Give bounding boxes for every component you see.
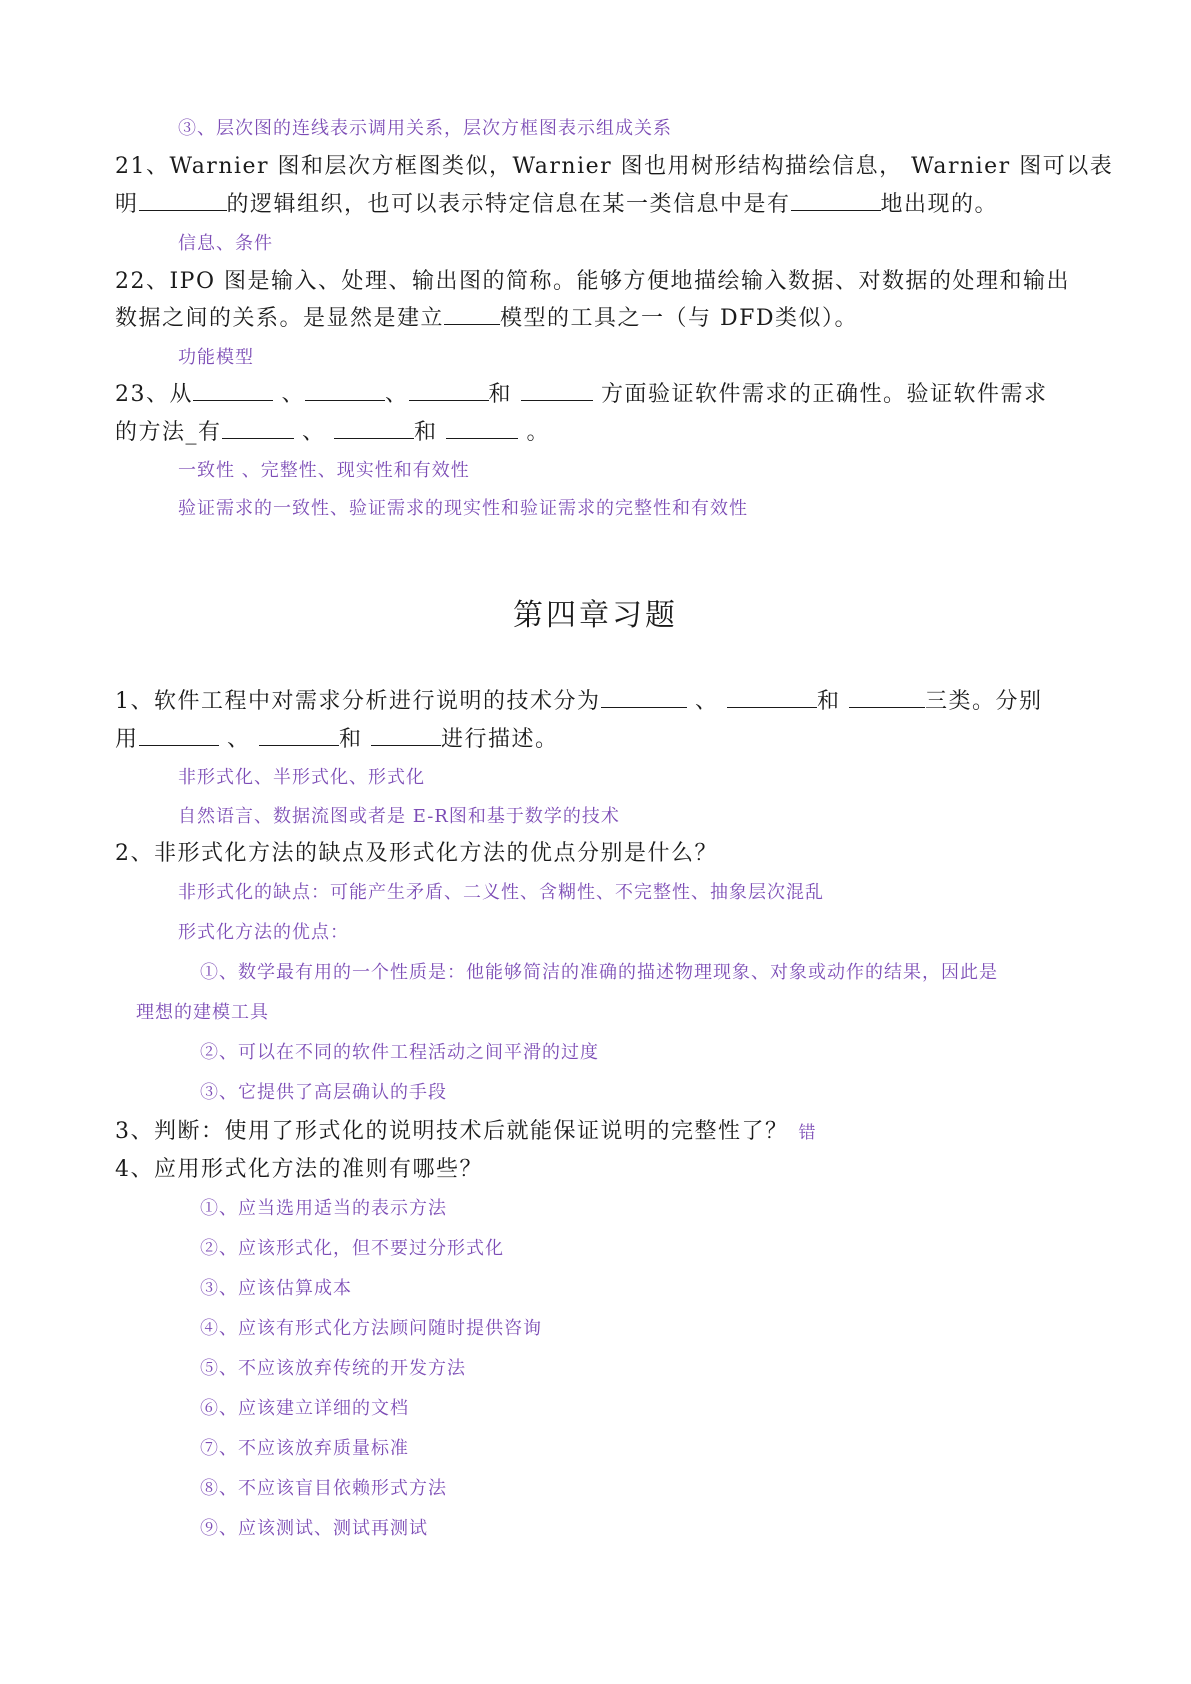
c1-text-a: 1、软件工程中对需求分析进行说明的技术分为 bbox=[115, 689, 601, 714]
chapter4-answer-2e: ②、可以在不同的软件工程活动之间平滑的过度 bbox=[200, 1042, 599, 1063]
q23-text-a: 23、从 bbox=[115, 382, 193, 407]
c1-text-c: 用 bbox=[115, 727, 139, 752]
c1-text-d: 进行描述。 bbox=[441, 727, 559, 752]
criteria-item: ⑦、不应该放弃质量标准 bbox=[200, 1438, 409, 1459]
question-23-line1 bbox=[115, 377, 1048, 408]
criteria-item: ①、应当选用适当的表示方法 bbox=[200, 1198, 447, 1219]
chapter4-answer-2c: ①、数学最有用的一个性质是：他能够简洁的准确的描述物理现象、对象或动作的结果，因此是 bbox=[200, 962, 998, 983]
criteria-item: ④、应该有形式化方法顾问随时提供咨询 bbox=[200, 1318, 542, 1339]
fill-blank bbox=[259, 723, 339, 746]
chapter4-answer-2d: 理想的建模工具 bbox=[136, 1002, 269, 1023]
chapter4-question-1-line2 bbox=[115, 722, 559, 753]
criteria-item: ⑧、不应该盲目依赖形式方法 bbox=[200, 1478, 447, 1499]
criteria-item: ⑥、应该建立详细的文档 bbox=[200, 1398, 409, 1419]
question-21-line2 bbox=[115, 187, 998, 218]
q23-he: 和 bbox=[488, 382, 513, 407]
fill-blank bbox=[334, 416, 414, 439]
fill-blank bbox=[139, 723, 219, 746]
c1-text-b: 三类。分别 bbox=[925, 689, 1043, 714]
q21-text-c: 地出现的。 bbox=[880, 192, 999, 217]
chapter4-question-2: 2、非形式化方法的缺点及形式化方法的优点分别是什么？ bbox=[115, 841, 718, 866]
answer-23-a: 一致性 、完整性、现实性和有效性 bbox=[178, 460, 470, 481]
c3-text: 3、判断：使用了形式化的说明技术后就能保证说明的完整性了？ bbox=[115, 1119, 789, 1144]
question-22-line2 bbox=[115, 301, 858, 332]
chapter4-answer-2f: ③、它提供了高层确认的手段 bbox=[200, 1082, 447, 1103]
c1-he: 和 bbox=[817, 689, 841, 714]
fill-blank bbox=[727, 685, 817, 708]
chapter4-answer-2b: 形式化方法的优点： bbox=[178, 922, 349, 943]
q22-text-a: 数据之间的关系。是显然是建立 bbox=[115, 306, 445, 331]
c1-he: 和 bbox=[339, 727, 363, 752]
chapter4-question-3 bbox=[115, 1114, 817, 1145]
chapter4-answer-1a: 非形式化、半形式化、形式化 bbox=[178, 767, 425, 788]
fill-blank bbox=[371, 723, 441, 746]
fill-blank bbox=[446, 416, 518, 439]
chapter4-answer-1b: 自然语言、数据流图或者是 E-R图和基于数学的技术 bbox=[178, 806, 620, 827]
chapter4-question-1-line1 bbox=[115, 684, 1043, 715]
fill-blank bbox=[193, 378, 273, 401]
fill-blank bbox=[849, 685, 925, 708]
question-23-line2 bbox=[115, 415, 550, 446]
c1-sep: 、 bbox=[227, 727, 251, 752]
answer-22: 功能模型 bbox=[178, 347, 254, 368]
criteria-item: ⑤、不应该放弃传统的开发方法 bbox=[200, 1358, 466, 1379]
q23-he: 和 bbox=[414, 420, 438, 445]
q23-text-b: 方面验证软件需求的正确性。验证软件需求 bbox=[601, 382, 1048, 407]
question-22-line1: 22、IPO 图是输入、处理、输出图的简称。能够方便地描绘输入数据、对数据的处理和输出 bbox=[115, 269, 1071, 294]
q21-text-b: 的逻辑组织，也可以表示特定信息在某一类信息中是有 bbox=[226, 192, 791, 217]
q23-end: 。 bbox=[526, 420, 551, 445]
c1-sep: 、 bbox=[695, 689, 719, 714]
criteria-item: ⑨、应该测试、测试再测试 bbox=[200, 1518, 428, 1539]
q23-sep: 、 bbox=[281, 382, 306, 407]
question-21-line1: 21、Warnier 图和层次方框图类似，Warnier 图也用树形结构描绘信息， Warnier 图可以表 bbox=[115, 154, 1114, 179]
fill-blank bbox=[409, 378, 489, 401]
fill-blank bbox=[791, 188, 881, 211]
criteria-item: ②、应该形式化，但不要过分形式化 bbox=[200, 1238, 504, 1259]
q21-text-a: 明 bbox=[115, 192, 139, 217]
answer-21: 信息、条件 bbox=[178, 233, 273, 254]
fill-blank bbox=[222, 416, 294, 439]
fill-blank bbox=[521, 378, 593, 401]
fill-blank bbox=[601, 685, 687, 708]
chapter-title: 第四章习题 bbox=[513, 598, 678, 633]
q22-text-b: 模型的工具之一（与 DFD类似）。 bbox=[500, 306, 859, 331]
fill-blank bbox=[305, 378, 385, 401]
q23-sep: 、 bbox=[385, 382, 409, 407]
fill-blank bbox=[139, 188, 227, 211]
fill-blank bbox=[444, 302, 500, 325]
answer-23-b: 验证需求的一致性、验证需求的现实性和验证需求的完整性和有效性 bbox=[178, 498, 748, 519]
c3-answer: 错 bbox=[798, 1123, 817, 1143]
q23-sep: 、 bbox=[302, 420, 326, 445]
chapter4-question-4: 4、应用形式化方法的准则有哪些？ bbox=[115, 1157, 483, 1182]
criteria-item: ③、应该估算成本 bbox=[200, 1278, 352, 1299]
answer-text: ③、层次图的连线表示调用关系，层次方框图表示组成关系 bbox=[178, 118, 672, 139]
chapter4-answer-2a: 非形式化的缺点：可能产生矛盾、二义性、含糊性、不完整性、抽象层次混乱 bbox=[178, 882, 824, 903]
q23-text-c: 的方法_有 bbox=[115, 420, 222, 445]
